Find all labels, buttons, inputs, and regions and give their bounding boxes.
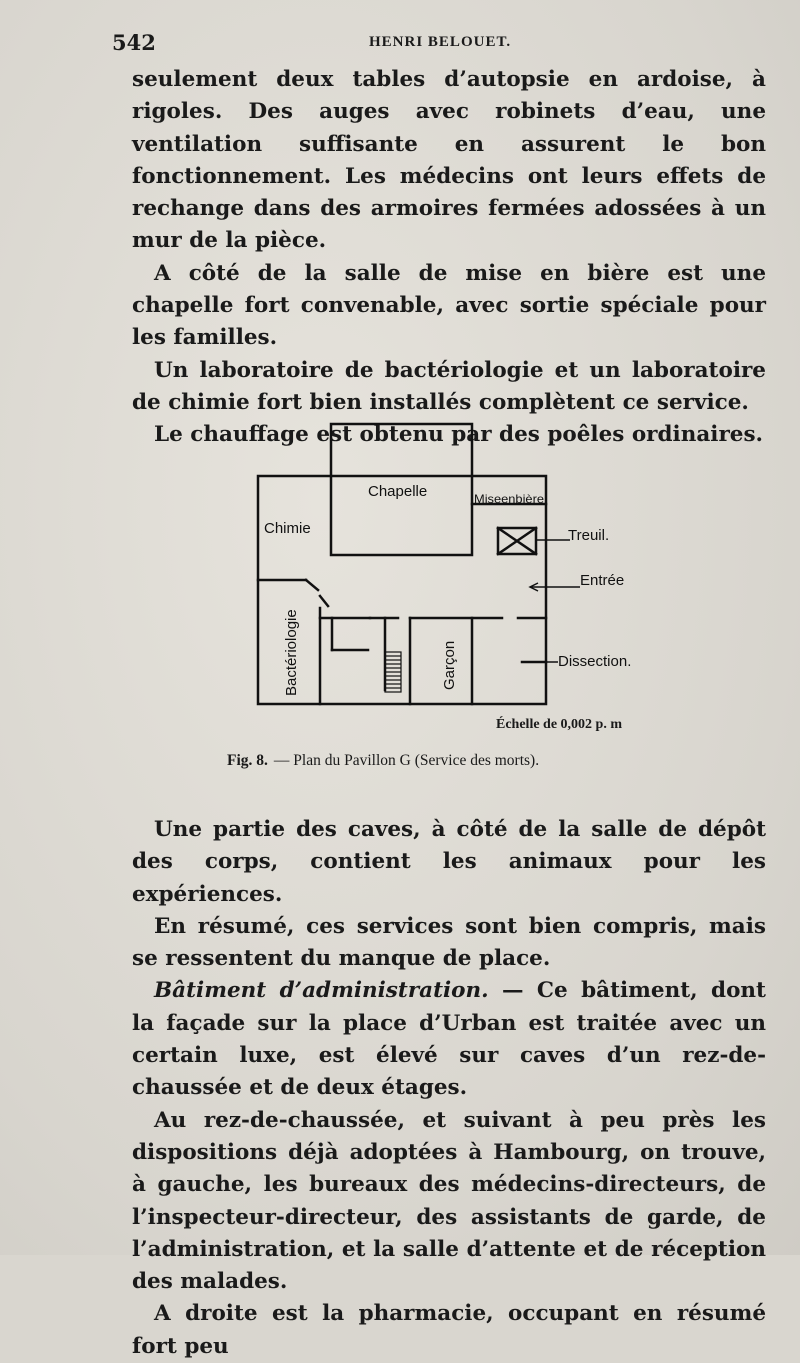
label-mise-en-biere: Miseenbière [474, 492, 545, 506]
paragraph [132, 975, 766, 1104]
label-treuil: Treuil. [568, 527, 610, 544]
floor-plan-drawing [240, 400, 680, 720]
running-title: HENRI BELOUET. [369, 34, 512, 50]
paragraph: Au rez-de-chaussée, et suivant à peu près les dispositions déjà adoptées à Hambourg, on trouve, à gauche, les bureaux des médecins-directeurs, de l’inspecteur-directeur, des assistants de garde, de l’administration, et la salle d’attente et de réception des malades. [132, 1107, 766, 1295]
label-chapelle: Chapelle [368, 483, 428, 500]
paragraph-text: — Ce bâtiment, dont la façade sur la place d’Urban est traitée avec un certain luxe, est élevé sur caves d’un rez-de-chaussée et de deux étages. [132, 978, 766, 1101]
label-entree: Entrée [580, 572, 625, 589]
figure-caption [227, 752, 539, 770]
stairs [385, 652, 401, 692]
text-block-top [132, 64, 766, 452]
floor-plan-figure [240, 400, 680, 720]
label-bacteriologie: Bactériologie [283, 609, 300, 696]
text-block-bottom [132, 814, 766, 1363]
section-heading: Bâtiment d’administration. [154, 978, 489, 1004]
figure-scale: Échelle de 0,002 p. m [496, 717, 622, 732]
caption-text: — Plan du Pavillon G (Service des morts). [273, 752, 540, 769]
page-number: 542 [112, 30, 156, 55]
pavilion-outline [258, 476, 546, 704]
label-chimie: Chimie [264, 520, 311, 537]
paragraph: A droite est la pharmacie, occupant en résumé fort peu [132, 1301, 766, 1359]
paragraph: seulement deux tables d’autopsie en ardoise, à rigoles. Des auges avec robinets d’eau, une ventilation suffisante en assurent le bon fonctionnement. Les médecins ont leurs effets de rechange dans des armoires fermées adossées à un mur de la pièce. [132, 67, 766, 254]
paragraph: Une partie des caves, à côté de la salle de dépôt des corps, contient les animaux pour les expériences. [132, 817, 766, 907]
paragraph: En résumé, ces services sont bien compris, mais se ressentent du manque de place. [132, 913, 766, 972]
paragraph: A côté de la salle de mise en bière est une chapelle fort convenable, avec sortie spéciale pour les familles. [132, 260, 766, 351]
paragraph: Le chauffage est obtenu par des poêles ordinaires. [154, 422, 764, 448]
page-header [112, 30, 752, 60]
label-garcon: Garçon [441, 640, 458, 690]
caption-label: Fig. 8. [227, 752, 268, 769]
paragraph: Un laboratoire de bactériologie et un laboratoire de chimie fort bien installés complètent ce service. [132, 357, 766, 415]
label-dissection: Dissection. [558, 653, 632, 670]
